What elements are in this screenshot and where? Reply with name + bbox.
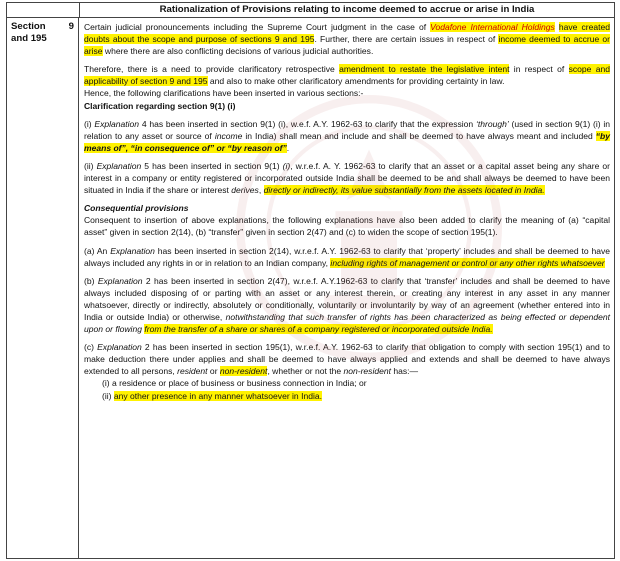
heading-clarification: Clarification regarding section 9(1) (i) [84,100,236,111]
explanation-a: (a) An Explanation has been inserted in section 2(14), w.r.e.f. A.Y. 1962-63 to clarify that ‘property’ includes and shall be deemed to have always included any rights in or in relation to an Indian company, including rights of management or control or any other rights whatsoever [84,245,611,268]
explanation-4: (i) Explanation 4 has been inserted in section 9(1) (i), w.e.f. A.Y. 1962-63 to clarify that the expression ‘through’ (used in section 9(1) (i) in relation to any asset or source of income in India) shall mean and include and shall be deemed to have always meant and included “by means of”, “in consequence of” or “by reason of”. [84,118,611,153]
section-number: 9 [68,21,74,32]
content-cell [79,18,614,559]
body-row [7,18,614,559]
section-label-2: and 195 [11,33,47,44]
paragraph-1: Certain judicial pronouncements including the Supreme Court judgment in the case of Vodafone International Holdings have created doubts about the scope and purpose of sections 9 and 195. Further, there are certain issues in respect of income deemed to accrue or arise where there are also conflicting decisions of various judicial authorities. [84,22,611,57]
heading-consequential: Consequential provisions [84,203,189,214]
explanation-5: (ii) Explanation 5 has been inserted in section 9(1) (i), w.r.e.f. A. Y. 1962-63 to clarify that an asset or a capital asset being any share or interest in a company or entity registered or incorporated outside India shall be deemed to be and shall always be deemed to have been situated in India if the share or interest derives, directly or indirectly, its value substantially from the assets located in India. [84,160,610,196]
section-label: Section [11,21,46,32]
explanation-b: (b) Explanation 2 has been inserted in section 2(47), w.r.e.f. A.Y.1962-63 to clarify that ‘transfer’ includes and shall be deemed to have always included disposing of or parting with an asset or any interest therein, or creating any interest in any asset in any manner whatsoever, directly or indirectly, absolutely or conditionally, voluntarily or involuntarily by way of an agreement (whether entered into in India or outside India) or otherwise, notwithstanding that such transfer of rights has been characterized as being effected or dependent upon or flowing from the transfer of a share or shares of a company registered or incorporated outside India. [84,275,611,335]
list-item-ii: (ii) any other presence in any manner whatsoever in India. [102,390,322,401]
list-item-i: (i) a residence or place of business or business connection in India; or [102,378,367,389]
paragraph-2: Therefore, there is a need to provide clarificatory retrospective amendment to restate the legislative intent in respect of scope and applicability of section 9 and 195 and also to make other clarificatory amendments for providing certainty in law. [84,64,610,87]
section-cell [7,18,79,559]
paragraph-3: Hence, the following clarifications have been inserted in various sections:- [84,88,364,99]
paragraph-consequential: Consequent to insertion of above explanations, the following explanations have also been added to clarify the meaning of (a) “capital asset” given in section 2(14), (b) “transfer” given in section 2(47) and (c) to widen the scope of section 195(1). [84,215,610,238]
explanation-c: (c) Explanation 2 has been inserted in section 195(1), w.r.e.f. A.Y. 1962-63 to clarify that obligation to comply with section 195(1) and to make deduction there under applies and shall be deemed to have always applied and extends and shall be deemed to have always extended to all persons, resident or non-resident, whether or not the non-resident has:— [84,342,610,377]
document-table [6,2,615,559]
table-title: Rationalization of Provisions relating to income deemed to accrue or arise in India [159,4,535,15]
title-row [7,3,614,18]
